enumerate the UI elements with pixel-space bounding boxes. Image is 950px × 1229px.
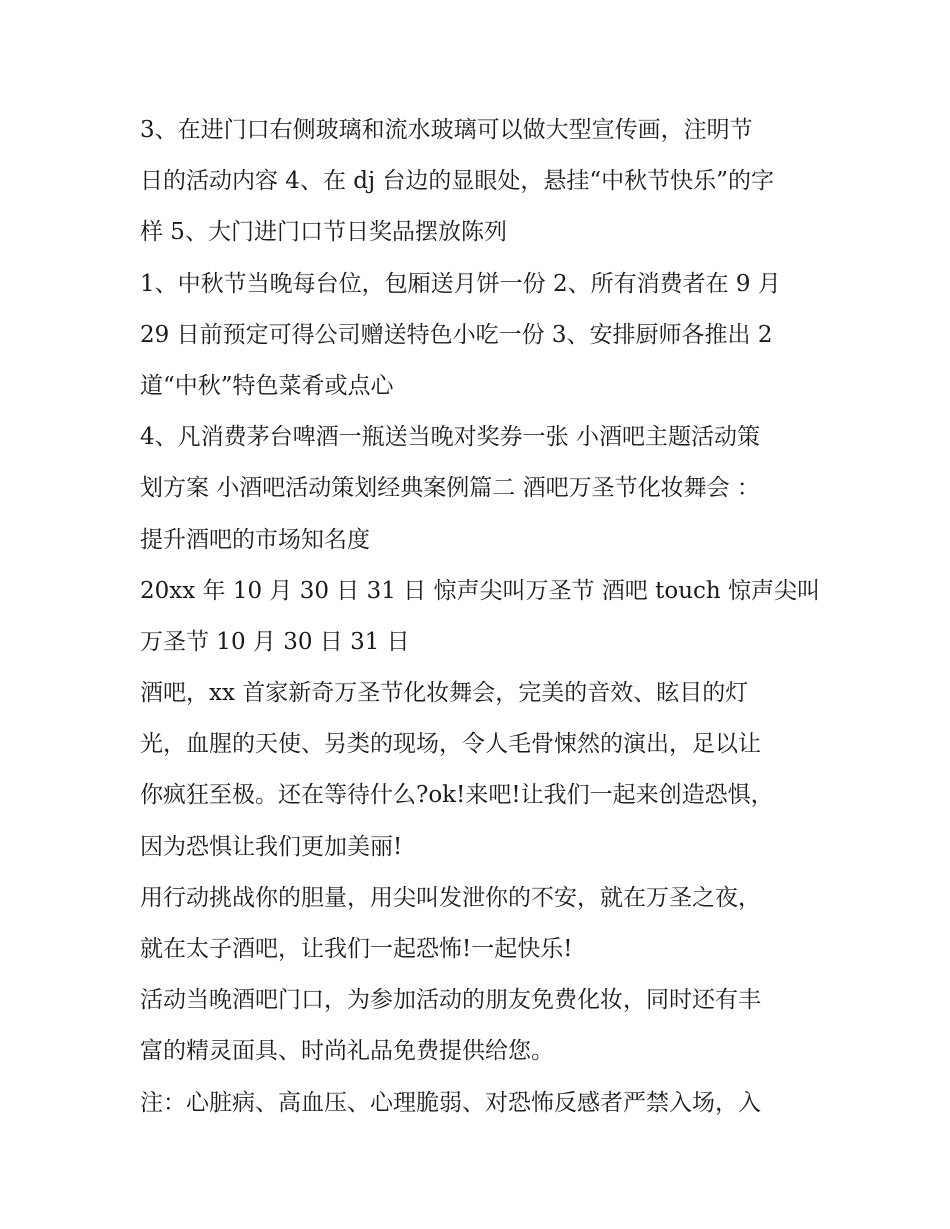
paragraph-halloween-intro	[140, 412, 812, 566]
text-line: 就在太子酒吧，让我们一起恐怖!一起快乐!	[140, 936, 573, 962]
text-line: 光，血腥的天使、另类的现场，令人毛骨悚然的演出，足以让	[140, 731, 761, 758]
text-line: 划方案 小酒吧活动策划经典案例篇二 酒吧万圣节化妆舞会 ：	[140, 475, 760, 502]
text-line: 道“中秋”特色菜肴或点心	[140, 372, 394, 399]
text-line: 3、在进门口右侧玻璃和流水玻璃可以做大型宣传画，注明节	[140, 117, 753, 143]
text-line: 酒吧，xx 首家新奇万圣节化妆舞会，完美的音效、眩目的灯	[140, 680, 749, 707]
document-body	[140, 105, 821, 1129]
text-line: 4、凡消费茅台啤酒一瓶送当晚对奖券一张 小酒吧主题活动策	[140, 424, 760, 451]
text-line: 万圣节 10 月 30 日 31 日	[140, 628, 410, 655]
text-line: 富的精灵面具、时尚礼品免费提供给您。	[140, 1038, 554, 1065]
paragraph-event-dates	[140, 566, 821, 668]
text-line: 20xx 年 10 月 30 日 31 日 惊声尖叫万圣节 酒吧 touch 惊声尖叫	[140, 577, 821, 604]
text-line: 用行动挑战你的胆量，用尖叫发泄你的不安，就在万圣之夜，	[140, 884, 761, 911]
text-line: 注：心脏病、高血压、心理脆弱、对恐怖反感者严禁入场，入	[140, 1089, 761, 1116]
paragraph-mid-autumn-offers	[140, 259, 812, 413]
text-line: 29 日前预定可得公司赠送特色小吃一份 3、安排厨师各推出 2	[140, 321, 773, 348]
text-line: 活动当晚酒吧门口，为参加活动的朋友免费化妆，同时还有丰	[140, 987, 761, 1014]
text-line: 因为恐惧让我们更加美丽!	[140, 833, 403, 860]
text-line: 提升酒吧的市场知名度	[140, 526, 370, 553]
text-line: 样 5、大门进门口节日奖品摆放陈列	[140, 219, 507, 246]
paragraph-notice	[140, 1078, 812, 1129]
paragraph-event-description	[140, 668, 812, 873]
text-line: 日的活动内容 4、在 dj 台边的显眼处，悬挂“中秋节快乐”的字	[140, 168, 774, 195]
paragraph-decoration-plan	[140, 105, 812, 259]
text-line: 你疯狂至极。还在等待什么?ok!来吧!让我们一起来创造恐惧，	[140, 782, 774, 809]
text-line: 1、中秋节当晚每台位，包厢送月饼一份 2、所有消费者在 9 月	[140, 270, 781, 297]
paragraph-free-makeup	[140, 975, 812, 1077]
paragraph-challenge	[140, 873, 812, 975]
